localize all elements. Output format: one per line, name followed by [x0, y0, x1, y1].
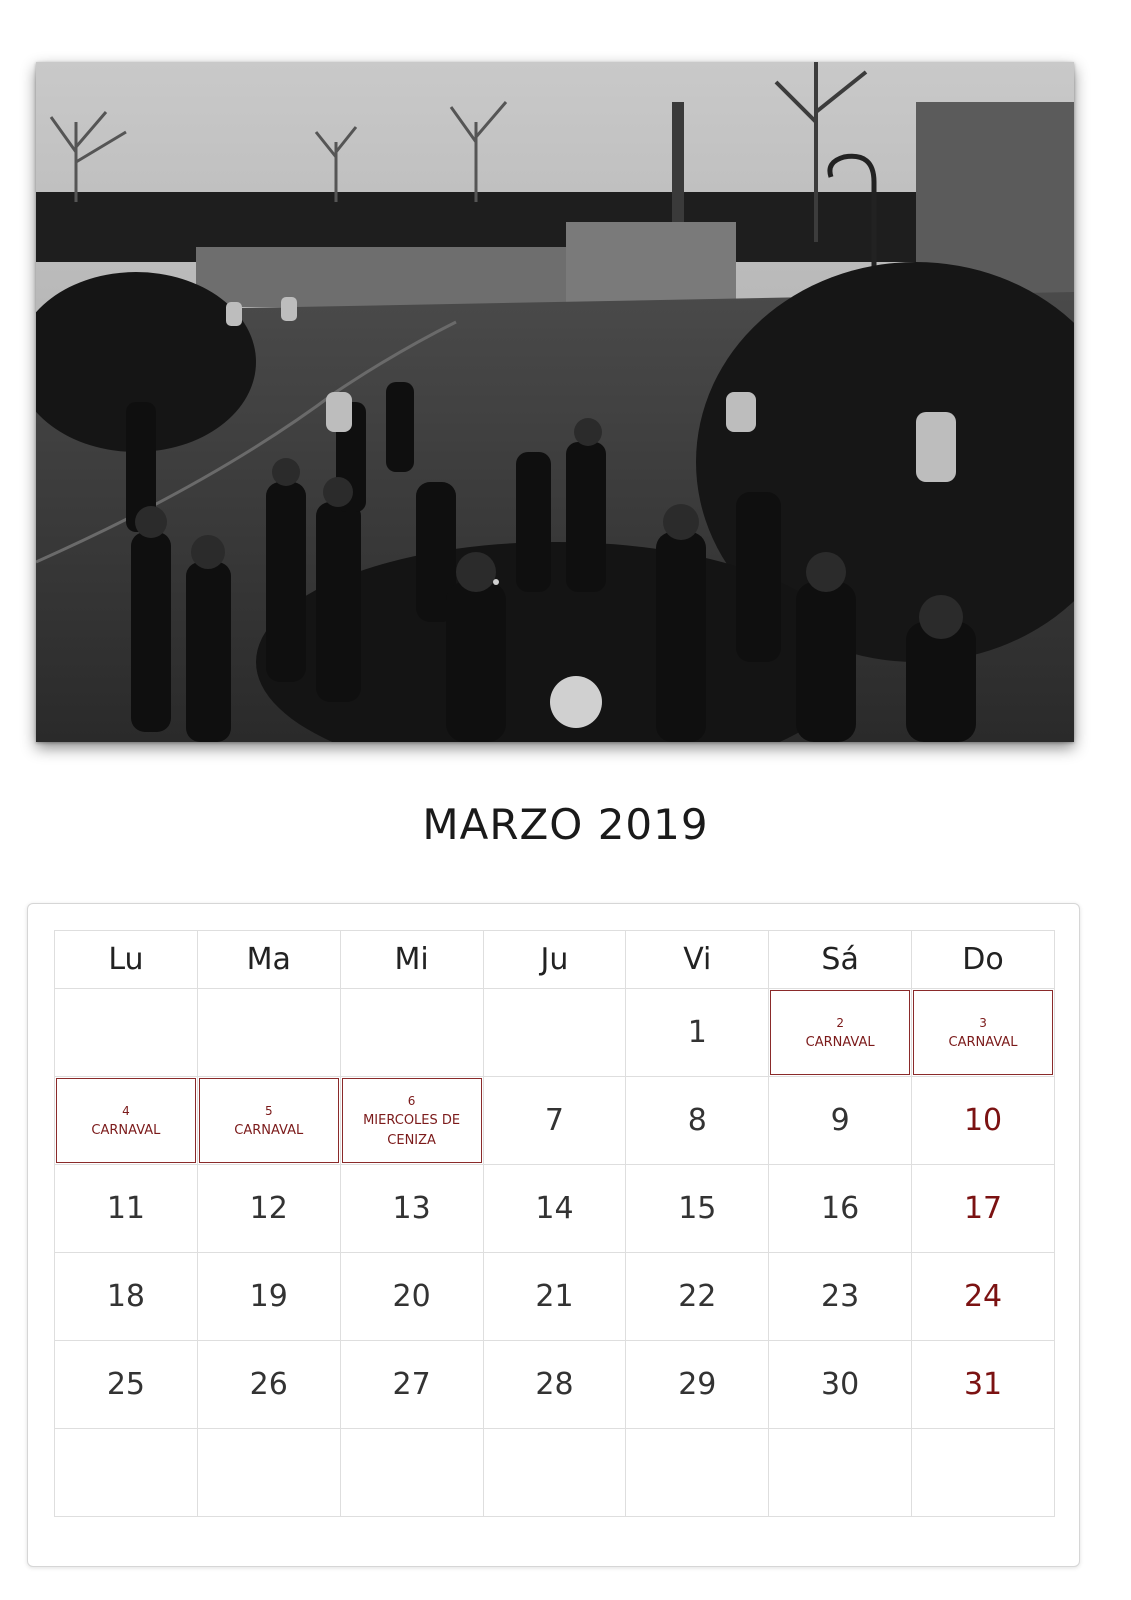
calendar-day-cell: [626, 1429, 769, 1517]
calendar-day-cell: [55, 1077, 198, 1165]
weekday-header: Mi: [340, 931, 483, 989]
holiday-day-number: 3: [979, 1015, 987, 1030]
day-number: 17: [963, 1191, 1003, 1226]
day-number: 16: [821, 1191, 860, 1226]
day-number: 15: [678, 1191, 717, 1226]
calendar-day-cell: [483, 1165, 626, 1253]
calendar-week-row: [55, 1253, 1055, 1341]
calendar-week-row: [55, 1429, 1055, 1517]
day-number: 7: [544, 1103, 564, 1138]
day-number: 8: [687, 1103, 707, 1138]
holiday-box: [770, 990, 910, 1075]
calendar-day-cell: [626, 1341, 769, 1429]
holiday-name: CARNAVAL: [234, 1122, 304, 1138]
calendar-day-cell: [340, 989, 483, 1077]
month-title: MARZO 2019: [422, 800, 709, 849]
weekday-header: Lu: [55, 931, 198, 989]
holiday-box: [913, 990, 1053, 1075]
holiday-name: CARNAVAL: [948, 1034, 1018, 1050]
day-number: 29: [678, 1367, 717, 1402]
weekday-header-row: [55, 931, 1055, 989]
calendar-day-cell: [912, 1165, 1055, 1253]
calendar-grid: [54, 930, 1055, 1517]
day-number: 11: [106, 1191, 146, 1226]
calendar-day-cell: [55, 1341, 198, 1429]
day-number: 1: [687, 1015, 707, 1050]
calendar-day-cell: [197, 1165, 340, 1253]
calendar-day-cell: [483, 1429, 626, 1517]
day-number: 14: [535, 1191, 574, 1226]
calendar-day-cell: [483, 1341, 626, 1429]
crowd-photo-illustration: [36, 62, 1074, 742]
day-number: 28: [535, 1367, 574, 1402]
day-number: 30: [821, 1367, 860, 1402]
weekday-header: Do: [912, 931, 1055, 989]
holiday-name: CARNAVAL: [91, 1122, 161, 1138]
calendar-day-cell: [769, 1165, 912, 1253]
holiday-name: MIERCOLES DE CENIZA: [363, 1112, 461, 1148]
calendar-day-cell: [483, 989, 626, 1077]
calendar-day-cell: [197, 1429, 340, 1517]
day-number: 10: [963, 1103, 1003, 1138]
weekday-header: Sá: [769, 931, 912, 989]
calendar-day-cell: [912, 989, 1055, 1077]
day-number: 13: [392, 1191, 431, 1226]
header-photo: [36, 62, 1074, 742]
calendar-day-cell: [55, 989, 198, 1077]
calendar-day-cell: [912, 1253, 1055, 1341]
day-number: 18: [106, 1279, 146, 1314]
calendar-day-cell: [340, 1429, 483, 1517]
calendar-day-cell: [340, 1077, 483, 1165]
calendar-day-cell: [197, 989, 340, 1077]
day-number: 26: [249, 1367, 288, 1402]
calendar-day-cell: [769, 1077, 912, 1165]
calendar-day-cell: [769, 1253, 912, 1341]
day-number: 9: [830, 1103, 850, 1138]
holiday-box: [199, 1078, 339, 1163]
weekday-header: Vi: [626, 931, 769, 989]
day-number: 25: [106, 1367, 146, 1402]
holiday-name: CARNAVAL: [805, 1034, 875, 1050]
calendar-day-cell: [912, 1341, 1055, 1429]
calendar-day-cell: [340, 1253, 483, 1341]
calendar-body: [55, 989, 1055, 1517]
day-number: 24: [963, 1279, 1003, 1314]
calendar-day-cell: [912, 1429, 1055, 1517]
calendar-day-cell: [483, 1077, 626, 1165]
calendar-day-cell: [626, 1077, 769, 1165]
holiday-box: [342, 1078, 482, 1163]
calendar-day-cell: [197, 1253, 340, 1341]
day-number: 19: [249, 1279, 288, 1314]
calendar-day-cell: [55, 1253, 198, 1341]
calendar-week-row: [55, 1077, 1055, 1165]
day-number: 21: [535, 1279, 574, 1314]
holiday-day-number: 6: [407, 1093, 416, 1108]
calendar-day-cell: [55, 1429, 198, 1517]
calendar-day-cell: [626, 989, 769, 1077]
calendar-week-row: [55, 989, 1055, 1077]
calendar-day-cell: [626, 1253, 769, 1341]
calendar-day-cell: [483, 1253, 626, 1341]
day-number: 12: [249, 1191, 288, 1226]
day-number: 20: [392, 1279, 431, 1314]
calendar-day-cell: [340, 1165, 483, 1253]
calendar-day-cell: [340, 1341, 483, 1429]
holiday-day-number: 2: [836, 1015, 844, 1030]
calendar-day-cell: [626, 1165, 769, 1253]
calendar-card: [27, 903, 1080, 1567]
day-number: 22: [678, 1279, 717, 1314]
calendar-day-cell: [769, 1429, 912, 1517]
weekday-header: Ma: [197, 931, 340, 989]
calendar-day-cell: [55, 1165, 198, 1253]
calendar-week-row: [55, 1341, 1055, 1429]
holiday-day-number: 5: [264, 1103, 273, 1118]
holiday-box: [56, 1078, 196, 1163]
day-number: 31: [963, 1367, 1003, 1402]
calendar-day-cell: [912, 1077, 1055, 1165]
day-number: 27: [392, 1367, 431, 1402]
weekday-header: Ju: [483, 931, 626, 989]
calendar-day-cell: [769, 989, 912, 1077]
calendar-day-cell: [197, 1077, 340, 1165]
calendar-week-row: [55, 1165, 1055, 1253]
calendar-day-cell: [769, 1341, 912, 1429]
day-number: 23: [821, 1279, 860, 1314]
calendar-day-cell: [197, 1341, 340, 1429]
holiday-day-number: 4: [122, 1103, 130, 1118]
